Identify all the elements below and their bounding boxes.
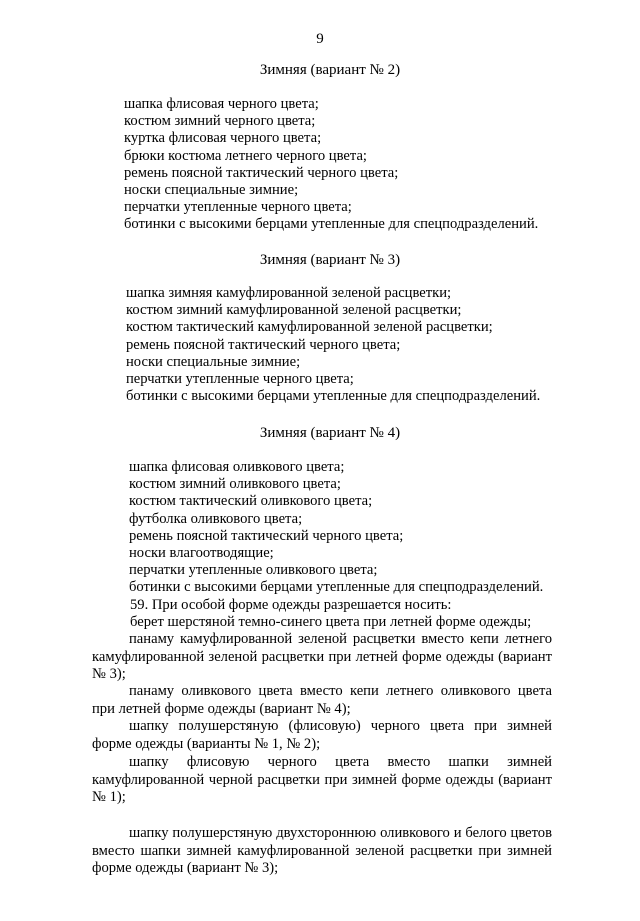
list-item: носки специальные зимние; <box>124 181 299 198</box>
section-heading-variant-4: Зимняя (вариант № 4) <box>259 425 401 441</box>
list-variant-4 <box>129 459 543 597</box>
list-item: шапка флисовая оливкового цвета; <box>129 459 345 475</box>
clause-59-item-5: шапку флисовую черного цвета вместо шапки зимней камуфлированной черной расцветки при зимней форме одежды (вариант № 1); <box>92 754 552 806</box>
list-item: носки влагоотводящие; <box>129 544 274 561</box>
list-item: ремень поясной тактический черного цвета; <box>124 164 399 181</box>
list-item: костюм тактический оливкового цвета; <box>129 493 373 510</box>
list-item: шапка флисовая черного цвета; <box>124 96 319 112</box>
section-heading-variant-2: Зимняя (вариант № 2) <box>259 62 401 78</box>
list-item: ботинки с высокими берцами утепленные для спецподразделений. <box>129 579 544 596</box>
list-item: футболка оливкового цвета; <box>129 510 303 527</box>
list-variant-2 <box>124 96 538 234</box>
list-item: костюм тактический камуфлированной зеленой расцветки; <box>126 319 493 336</box>
page-number: 9 <box>316 31 324 47</box>
section-heading-variant-3: Зимняя (вариант № 3) <box>259 252 401 268</box>
list-item: брюки костюма летнего черного цвета; <box>124 147 367 164</box>
clause-59-intro: 59. При особой форме одежды разрешается носить: <box>130 597 452 613</box>
list-item: перчатки утепленные оливкового цвета; <box>129 562 378 579</box>
clause-59-item-6: шапку полушерстяную двухстороннюю оливкового и белого цветов вместо шапки зимней камуфлированной зеленой расцветки при зимней форме одежды (вариант № 3); <box>92 825 552 877</box>
clause-59-item-4: шапку полушерстяную (флисовую) черного цвета при зимней форме одежды (варианты № 1, № 2); <box>92 718 552 752</box>
list-item: ботинки с высокими берцами утепленные для спецподразделений. <box>126 388 541 405</box>
list-item: перчатки утепленные черного цвета; <box>126 370 354 387</box>
list-item: ботинки с высокими берцами утепленные для спецподразделений. <box>124 216 539 233</box>
list-item: шапка зимняя камуфлированной зеленой расцветки; <box>126 285 452 301</box>
clause-59-item-2: панаму камуфлированной зеленой расцветки вместо кепи летнего камуфлированной зеленой расцветки при летней форме одежды (вариант № 3); <box>92 631 552 683</box>
list-item: костюм зимний черного цвета; <box>124 113 316 130</box>
clause-59-item-3: панаму оливкового цвета вместо кепи летнего оливкового цвета при летней форме одежды (вариант № 4); <box>92 683 552 717</box>
clause-59-item-1: берет шерстяной темно-синего цвета при летней форме одежды; <box>130 614 532 630</box>
list-item: костюм зимний оливкового цвета; <box>129 476 341 493</box>
list-item: куртка флисовая черного цвета; <box>124 130 322 147</box>
list-item: ремень поясной тактический черного цвета; <box>126 336 401 353</box>
list-variant-3 <box>126 285 540 405</box>
list-item: перчатки утепленные черного цвета; <box>124 199 352 216</box>
list-item: носки специальные зимние; <box>126 353 301 370</box>
list-item: костюм зимний камуфлированной зеленой расцветки; <box>126 302 462 319</box>
list-item: ремень поясной тактический черного цвета; <box>129 527 404 544</box>
